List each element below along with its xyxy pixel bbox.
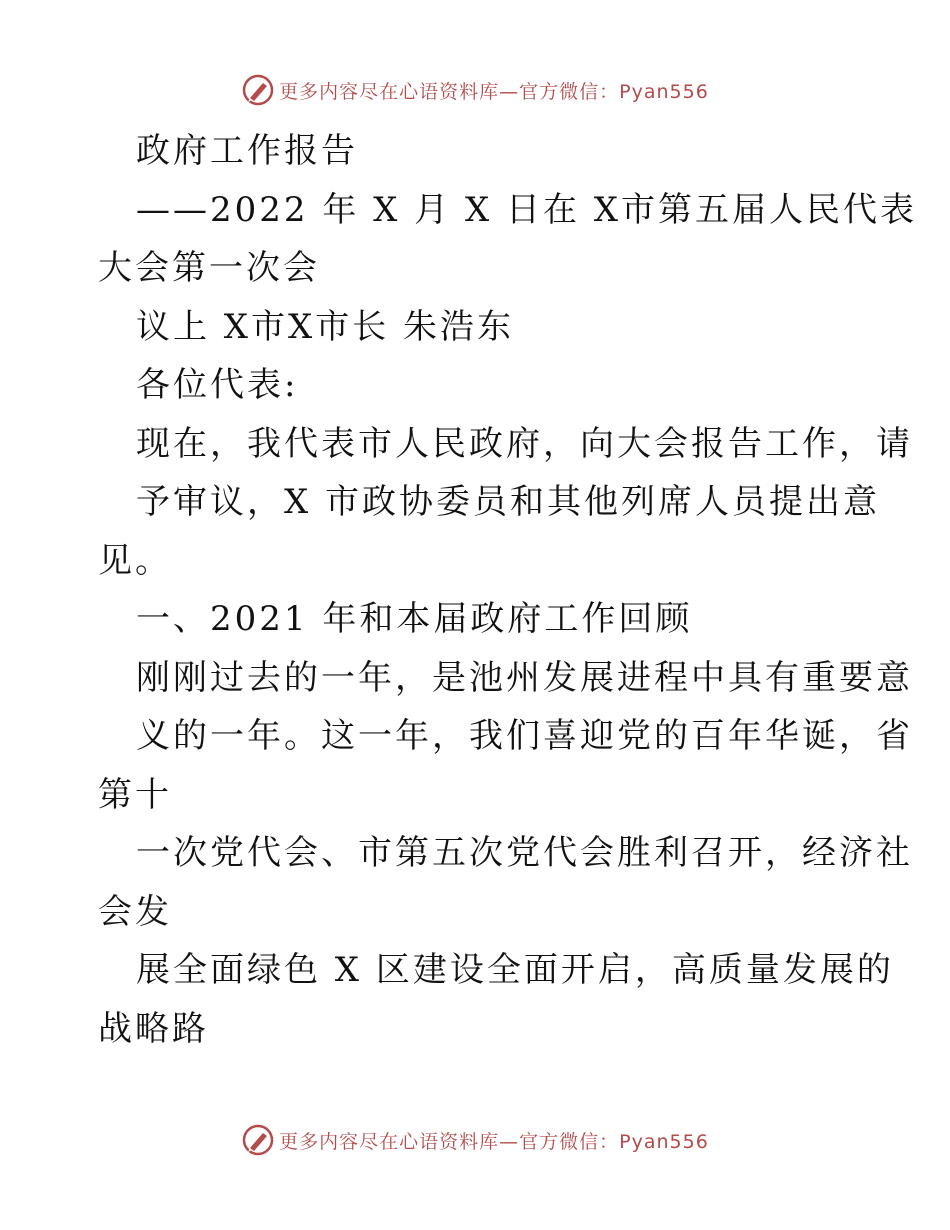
text-line: 刚刚过去的一年，是池州发展进程中具有重要意 xyxy=(136,657,913,698)
watermark-text: 更多内容尽在心语资料库—官方微信：Pyan556 xyxy=(279,1130,709,1153)
pen-logo-icon xyxy=(241,73,275,107)
text-line: 政府工作报告 xyxy=(136,131,358,171)
text-line: 展全面绿色 X 区建设全面开启，高质量发展的 xyxy=(136,950,894,990)
pen-logo-icon xyxy=(241,1123,275,1157)
text-line: 予审议，X 市政协委员和其他列席人员提出意 xyxy=(136,482,881,522)
text-line: 一次党代会、市第五次党代会胜利召开，经济社 xyxy=(136,833,913,873)
text-line: 大会第一次会 xyxy=(98,248,320,288)
document-body xyxy=(98,122,917,1058)
text-line: 会发 xyxy=(98,891,172,932)
text-line: 义的一年。这一年，我们喜迎党的百年华诞，省 xyxy=(136,716,913,756)
watermark-text: 更多内容尽在心语资料库—官方微信：Pyan556 xyxy=(279,80,709,103)
text-line: 一、2021 年和本届政府工作回顾 xyxy=(136,599,693,639)
text-line: 见。 xyxy=(98,540,172,581)
watermark-header xyxy=(0,70,950,110)
text-line: ——2022 年 X 月 X 日在 X市第五届人民代表 xyxy=(136,189,917,230)
text-line: 议上 X市X市长 朱浩东 xyxy=(136,306,515,347)
text-line: 现在，我代表市人民政府，向大会报告工作，请 xyxy=(136,423,913,464)
watermark-footer xyxy=(0,1120,950,1160)
text-line: 第十 xyxy=(98,774,172,815)
text-line: 战略路 xyxy=(98,1008,209,1049)
text-line: 各位代表: xyxy=(136,365,299,405)
